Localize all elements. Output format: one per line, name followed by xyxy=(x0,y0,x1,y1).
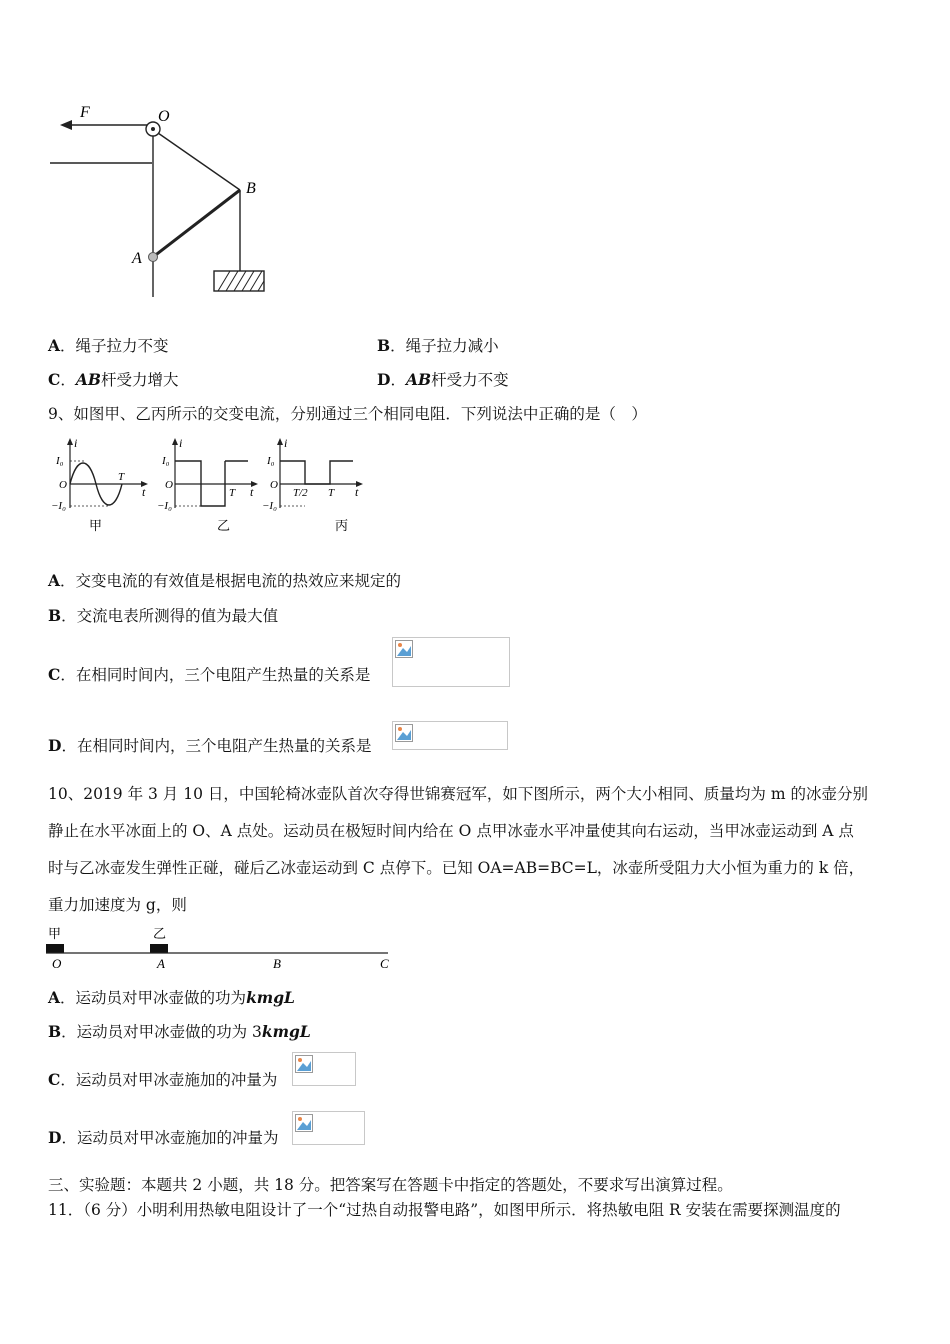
option-sep: ． xyxy=(61,1023,77,1041)
option-text: 运动员对甲冰壶做的功为 xyxy=(75,989,247,1007)
rod-ab xyxy=(153,190,240,257)
option-sep: ． xyxy=(60,989,76,1007)
q10-line-3: 时与乙冰壶发生弹性正碰，碰后乙冰壶运动到 C 点停下。已知 OA=AB=BC=L，冰壶所受阻力大小恒为重力的 k 倍， xyxy=(48,859,865,877)
graph-label-zero: O xyxy=(59,479,67,491)
option-key: C xyxy=(48,370,61,389)
q10-line-1: 10、2019 年 3 月 10 日，中国轮椅冰壶队首次夺得世锦赛冠军，如下图所示，两个大小相同、质量均为 m 的冰壶分别 xyxy=(48,785,868,803)
label-b: B xyxy=(273,956,281,971)
option-key: C xyxy=(48,1070,61,1089)
graph-label-neg-i0: −I₀ xyxy=(157,500,172,512)
graph-label-neg-i0: −I₀ xyxy=(262,500,277,512)
q9-option-d xyxy=(48,736,371,756)
graph-label-t: t xyxy=(250,485,254,499)
graph-label-i: i xyxy=(74,436,78,450)
option-key: B xyxy=(48,606,62,625)
option-key: D xyxy=(48,1128,62,1147)
option-var: AB xyxy=(405,370,432,389)
option-key: D xyxy=(48,736,62,755)
option-sep: ． xyxy=(60,572,76,590)
section-heading: 三、实验题：本题共 2 小题，共 18 分。把答案写在答题卡中指定的答题处，不要求写出演算过程。 xyxy=(48,1176,733,1194)
option-key: D xyxy=(377,370,391,389)
graph-label-i0: I₀ xyxy=(162,455,170,467)
broken-image-icon xyxy=(395,724,413,742)
broken-image-icon xyxy=(295,1055,313,1073)
broken-image-formula-d xyxy=(392,721,508,750)
graph-name-bing: 丙 xyxy=(335,518,349,533)
graph-label-T2: T/2 xyxy=(293,487,308,499)
q9-option-b xyxy=(48,606,278,626)
broken-image-impulse-c xyxy=(292,1052,356,1086)
graph-jia xyxy=(51,436,148,533)
graph-label-neg-i0: −I₀ xyxy=(51,500,66,512)
option-var: kmgL xyxy=(246,988,295,1007)
option-text: 绳子拉力不变 xyxy=(75,337,169,355)
label-yi: 乙 xyxy=(153,926,167,941)
graph-label-zero: O xyxy=(270,479,278,491)
option-sep: ． xyxy=(61,607,77,625)
option-sep: ． xyxy=(60,666,76,684)
option-sep: ． xyxy=(390,337,406,355)
option-text: 杆受力不变 xyxy=(431,371,509,389)
option-sep: ． xyxy=(60,371,76,389)
q8-figure xyxy=(40,95,280,305)
graph-label-i: i xyxy=(179,436,183,450)
graph-label-t: t xyxy=(355,485,359,499)
label-c: C xyxy=(380,956,389,971)
option-text: 交流电表所测得的值为最大值 xyxy=(76,607,279,625)
option-key: C xyxy=(48,665,61,684)
curling-stone-yi xyxy=(150,944,168,953)
option-key: B xyxy=(48,1022,62,1041)
option-key: B xyxy=(377,336,391,355)
graph-label-t: t xyxy=(142,485,146,499)
pulley-center xyxy=(151,127,155,131)
label-a: A xyxy=(157,956,165,971)
option-key: A xyxy=(48,336,61,355)
graph-yi xyxy=(157,436,258,533)
option-var: AB xyxy=(75,370,101,389)
q10-figure xyxy=(44,924,396,972)
q10-option-a xyxy=(48,988,295,1008)
option-sep: ． xyxy=(61,737,77,755)
option-text: 杆受力增大 xyxy=(101,371,179,389)
q9-stem: 9、如图甲、乙丙所示的交变电流，分别通过三个相同电阻．下列说法中正确的是（ ） xyxy=(48,405,647,423)
label-o: O xyxy=(52,956,62,971)
option-text: 运动员对甲冰壶施加的冲量为 xyxy=(75,1071,278,1089)
broken-image-impulse-d xyxy=(292,1111,365,1145)
curling-stone-jia xyxy=(46,944,64,953)
q10-line-4: 重力加速度为 g，则 xyxy=(48,896,187,914)
option-sep: ． xyxy=(60,337,76,355)
force-arrowhead xyxy=(60,120,72,130)
option-text: 运动员对甲冰壶施加的冲量为 xyxy=(76,1129,279,1147)
graph-label-i0: I₀ xyxy=(267,455,275,467)
broken-image-formula-c xyxy=(392,637,510,687)
option-text: 在相同时间内，三个电阻产生热量的关系是 xyxy=(75,666,371,684)
graph-name-jia: 甲 xyxy=(89,518,103,533)
q9-option-c xyxy=(48,665,370,685)
option-var: kmgL xyxy=(261,1022,311,1041)
q10-option-c xyxy=(48,1070,277,1090)
q9-graphs xyxy=(45,436,375,536)
q10-line-2: 静止在水平冰面上的 O、A 点处。运动员在极短时间内给在 O 点甲冰壶水平冲量使其向右运动，当甲冰壶运动到 A 点 xyxy=(48,822,854,840)
option-key: A xyxy=(48,988,61,1007)
label-A: A xyxy=(132,250,142,267)
q8-option-d xyxy=(377,370,509,390)
square-wave-bing xyxy=(280,461,353,484)
option-sep: ． xyxy=(61,1129,77,1147)
q10-option-d xyxy=(48,1128,278,1148)
graph-label-T: T xyxy=(118,471,125,483)
q9-option-a xyxy=(48,571,401,591)
graph-label-i0: I₀ xyxy=(56,455,64,467)
option-key: A xyxy=(48,571,61,590)
q8-option-c xyxy=(48,370,179,390)
option-text: 运动员对甲冰壶做的功为 3 xyxy=(76,1023,262,1041)
option-sep: ． xyxy=(390,371,406,389)
option-text: 绳子拉力减小 xyxy=(405,337,499,355)
broken-image-icon xyxy=(295,1114,313,1132)
label-O: O xyxy=(158,108,170,125)
hinge-a xyxy=(149,253,158,262)
option-sep: ． xyxy=(60,1071,76,1089)
graph-label-T: T xyxy=(229,487,236,499)
graph-bing xyxy=(262,436,363,533)
graph-label-T: T xyxy=(328,487,335,499)
q10-option-b xyxy=(48,1022,311,1042)
option-text: 交变电流的有效值是根据电流的热效应来规定的 xyxy=(75,572,402,590)
rope-ob xyxy=(158,133,240,190)
q8-option-a xyxy=(48,336,169,356)
option-text: 在相同时间内，三个电阻产生热量的关系是 xyxy=(76,737,372,755)
label-jia: 甲 xyxy=(48,926,62,941)
label-B: B xyxy=(246,180,256,197)
graph-name-yi: 乙 xyxy=(217,518,231,533)
broken-image-icon xyxy=(395,640,413,658)
graph-label-i: i xyxy=(284,436,288,450)
q11-stem: 11．（6 分）小明利用热敏电阻设计了一个“过热自动报警电路”，如图甲所示．将热敏电阻 R 安装在需要探测温度的 xyxy=(48,1201,841,1219)
label-F: F xyxy=(80,104,90,121)
graph-label-zero: O xyxy=(165,479,173,491)
q8-option-b xyxy=(377,336,499,356)
